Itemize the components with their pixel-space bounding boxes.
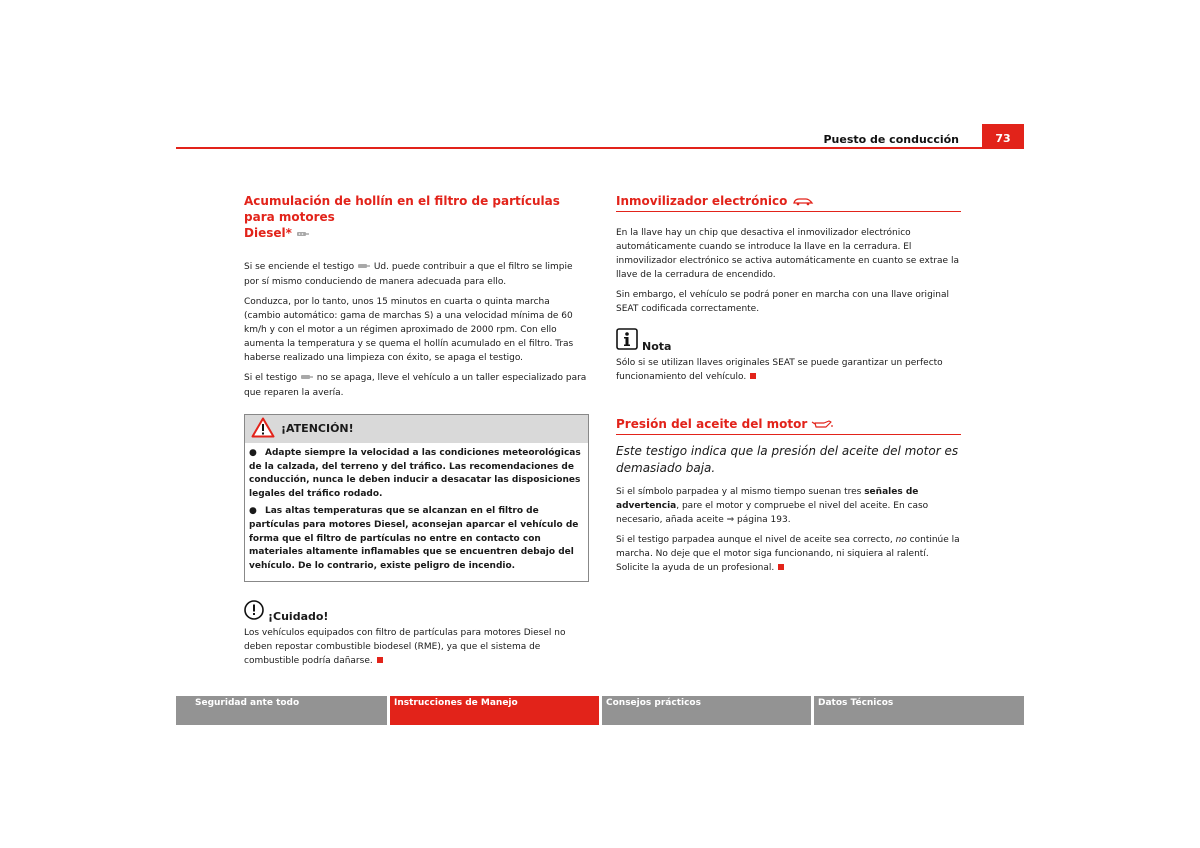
warning-header — [245, 415, 588, 443]
caution-text: Los vehículos equipados con filtro de partículas para motores Diesel no deben repostar combustible biodesel (RME), ya que el sistema de combustible podría dañarse. — [244, 628, 566, 667]
footer-tab-datos[interactable]: Datos Técnicos — [814, 696, 1024, 725]
paragraph-soot-2: Conduzca, por lo tanto, unos 15 minutos en cuarta o quinta marcha (cambio automático: gama de marchas S) a una velocidad mínima de 60 km/h y con el motor a un régimen aproximado de 2000 rpm. Con ello aumenta la temperatura y se quema el hollín acumulado en el filtro. Tras haberse realizado una limpieza con éxito, se apaga el testigo. — [244, 297, 574, 363]
warning-item: ● Adapte siempre la velocidad a las condiciones meteorológicas de la calzada, del terreno y del tráfico. Las recomendaciones de conducción, nunca le deben inducir a desacatar las disposiciones legales del tráfico rodado. — [249, 448, 581, 499]
right-column — [616, 193, 961, 581]
end-mark-icon — [377, 657, 383, 663]
oil-intro: Este testigo indica que la presión del aceite del motor es demasiado baja. — [616, 444, 959, 475]
footer-tab-seguridad[interactable]: Seguridad ante todo — [176, 696, 387, 725]
caution-header — [244, 600, 589, 624]
caution-block — [244, 600, 589, 668]
paragraph-soot-3: Si el testigo no se apaga, lleve el vehículo a un taller especializado para que reparen la avería. — [244, 373, 587, 398]
warning-box — [244, 414, 589, 582]
paragraph-soot-1: Si se enciende el testigo Ud. puede contribuir a que el filtro se limpie por sí mismo conduciendo de manera adecuada para ello. — [244, 262, 573, 287]
end-mark-icon — [750, 373, 756, 379]
section-title: Puesto de conducción — [823, 133, 959, 146]
particle-filter-icon — [357, 261, 371, 275]
warning-title: ¡ATENCIÓN! — [281, 422, 354, 435]
end-mark-icon — [778, 564, 784, 570]
footer-tab-instrucciones[interactable]: Instrucciones de Manejo — [390, 696, 599, 725]
section-heading-oil-pressure: Presión del aceite del motor — [616, 416, 961, 435]
header-rule — [176, 147, 1024, 149]
caution-title: ¡Cuidado! — [268, 610, 329, 624]
particle-filter-icon — [300, 372, 314, 386]
info-icon — [616, 328, 638, 354]
caution-icon — [244, 600, 264, 624]
footer-tab-consejos[interactable]: Consejos prácticos — [602, 696, 811, 725]
heading-soot-line1: Acumulación de hollín en el filtro de partículas para motores — [244, 194, 560, 224]
warning-body — [245, 443, 588, 581]
note-block — [616, 328, 961, 384]
section-heading-soot — [244, 193, 589, 242]
warning-triangle-icon — [251, 417, 275, 442]
warning-item: ● Las altas temperaturas que se alcanzan en el filtro de partículas para motores Diesel, aconsejan aparcar el vehículo de forma que el filtro de partículas no entre en contacto con materiales altamente inflamables que se encuentren debajo del vehículo. De lo contrario, existe peligro de incendio. — [249, 506, 579, 571]
paragraph-immobilizer-2: Sin embargo, el vehículo se podrá poner en marcha con una llave original SEAT codificada correctamente. — [616, 290, 949, 314]
oil-can-icon — [811, 417, 833, 433]
heading-soot-line2: Diesel* — [244, 226, 292, 240]
note-header — [616, 328, 961, 354]
page-number: 73 — [982, 124, 1024, 148]
section-heading-immobilizer: Inmovilizador electrónico — [616, 193, 961, 212]
key-car-icon — [792, 194, 814, 210]
particle-filter-icon — [296, 226, 310, 242]
paragraph-immobilizer-1: En la llave hay un chip que desactiva el inmovilizador electrónico automáticamente cuando se introduce la llave en la cerradura. El inmovilizador electrónico se activa automáticamente en cuanto se extrae la llave de la cerradura de encendido. — [616, 228, 959, 280]
paragraph-oil-1: Si el símbolo parpadea y al mismo tiempo suenan tres señales de advertencia, pare el motor y compruebe el nivel del aceite. En caso necesario, añada aceite ⇒ página 193. — [616, 487, 929, 525]
left-column — [244, 193, 589, 674]
paragraph-oil-2: Si el testigo parpadea aunque el nivel de aceite sea correcto, no continúe la marcha. No deje que el motor siga funcionando, ni siquiera al ralentí. Solicite la ayuda de un profesional. — [616, 535, 960, 573]
note-text: Sólo si se utilizan llaves originales SEAT se puede garantizar un perfecto funcionamiento del vehículo. — [616, 358, 943, 382]
note-title: Nota — [642, 340, 672, 353]
